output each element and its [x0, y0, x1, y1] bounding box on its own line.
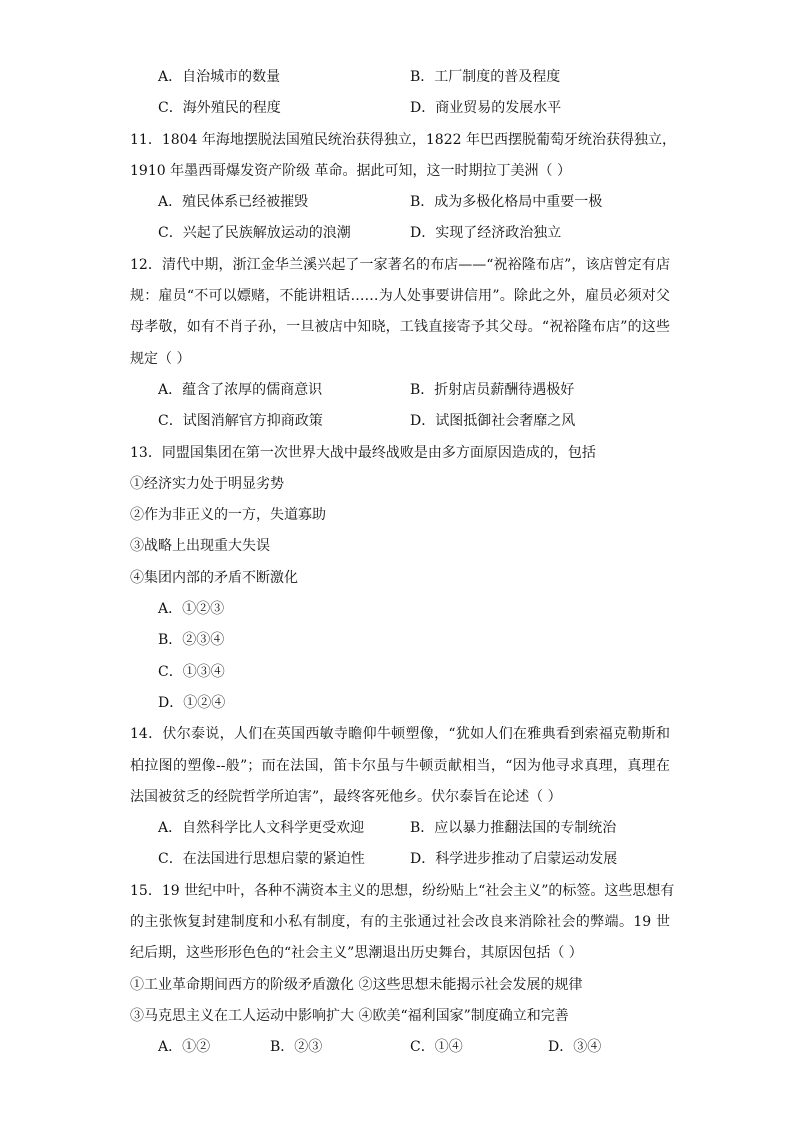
q13-item-3: ③战略上出现重大失误	[130, 538, 270, 555]
q11-stem-line-2: 1910 年墨西哥爆发资产阶级 革命。据此可知，这一时期拉丁美洲（ ）	[130, 162, 571, 179]
q14-option-c[interactable]: C．在法国进行思想启蒙的紧迫性	[158, 851, 365, 868]
q14-options-row-2	[130, 844, 670, 875]
q11-stem-line-1: 11．1804 年海地摆脱法国殖民统治获得独立，1822 年巴西摆脱葡萄牙统治获得独立，	[130, 131, 676, 148]
q10-options-row-1	[130, 62, 670, 93]
q13-option-a[interactable]: A．①②③	[158, 601, 225, 618]
q14-stem-line-3: 法国被贫乏的经院哲学所迫害”，最终客死他乡。伏尔泰旨在论述（ ）	[130, 788, 562, 805]
q12-option-b[interactable]: B．折射店员薪酬待遇极好	[410, 381, 575, 398]
q10-option-d[interactable]: D．商业贸易的发展水平	[410, 100, 562, 117]
q12-stem-line-2: 规：雇员“不可以嫖赌，不能讲粗话……为人处事要讲信用”。除此之外，雇员必须对父	[130, 288, 670, 305]
q15-option-d[interactable]: D．③④	[548, 1039, 602, 1056]
q13-stem-line-1: 13．同盟国集团在第一次世界大战中最终战败是由多方面原因造成的，包括	[130, 444, 596, 461]
q13-item-4: ④集团内部的矛盾不断激化	[130, 569, 298, 586]
q14-stem-line-1: 14．伏尔泰说，人们在英国西敏寺瞻仰牛顿塑像，“犹如人们在雅典看到索福克勒斯和	[130, 726, 670, 743]
q14-option-a[interactable]: A．自然科学比人文科学更受欢迎	[158, 820, 365, 837]
q10-option-c[interactable]: C．海外殖民的程度	[158, 100, 281, 117]
q12-stem-line-1: 12．清代中期，浙江金华兰溪兴起了一家著名的布店——“祝裕隆布店”，该店曾定有店	[130, 256, 670, 273]
q13-option-c[interactable]: C．①③④	[158, 663, 225, 680]
q11-option-b[interactable]: B．成为多极化格局中重要一极	[410, 194, 603, 211]
exam-content	[130, 62, 676, 1064]
q10-option-b[interactable]: B．工厂制度的普及程度	[410, 69, 561, 85]
q14-option-b[interactable]: B．应以暴力推翻法国的专制统治	[410, 820, 617, 837]
q11-options-row-2	[130, 218, 670, 249]
q13-option-d[interactable]: D．①②④	[158, 694, 226, 711]
q15-stem-line-2: 的主张恢复封建制度和小私有制度，有的主张通过社会改良来消除社会的弊端。19 世	[130, 914, 670, 931]
q12-options-row-1	[130, 375, 670, 406]
q15-items-row-2: ③马克思主义在工人运动中影响扩大 ④欧美“福利国家”制度确立和完善	[130, 1007, 569, 1024]
q11-option-c[interactable]: C．兴起了民族解放运动的浪潮	[158, 225, 351, 242]
q12-stem-line-3: 母孝敬，如有不肖子孙，一旦被店中知晓，工钱直接寄予其父母。“祝裕隆布店”的这些	[130, 319, 670, 336]
q15-option-b[interactable]: B．②③	[270, 1039, 323, 1056]
q10-option-a[interactable]: A．自治城市的数量	[158, 69, 281, 85]
q11-option-d[interactable]: D．实现了经济政治独立	[410, 225, 562, 242]
q14-stem-line-2: 柏拉图的塑像--般”；而在法国，笛卡尔虽与牛顿贡献相当，“因为他寻求真理，真理在	[130, 757, 670, 774]
q12-options-row-2	[130, 406, 670, 437]
q15-option-a[interactable]: A．①②	[158, 1039, 211, 1056]
q15-items-row-1: ①工业革命期间西方的阶级矛盾激化 ②这些思想未能揭示社会发展的规律	[130, 976, 583, 993]
q13-item-1: ①经济实力处于明显劣势	[130, 475, 284, 492]
q15-stem-line-1: 15．19 世纪中叶，各种不满资本主义的思想，纷纷贴上“社会主义”的标签。这些思想有	[130, 882, 675, 899]
q13-option-b[interactable]: B．②③④	[158, 632, 225, 649]
q15-stem-line-3: 纪后期，这些形形色色的“社会主义”思潮退出历史舞台，其原因包括（ ）	[130, 945, 583, 962]
q11-options-row-1	[130, 187, 670, 218]
q12-stem-line-4: 规定（ ）	[130, 350, 191, 367]
q13-item-2: ②作为非正义的一方，失道寡助	[130, 507, 326, 524]
q15-option-c[interactable]: C．①④	[410, 1039, 463, 1056]
q12-option-d[interactable]: D．试图抵御社会奢靡之风	[410, 413, 576, 430]
q15-options-row	[130, 1032, 670, 1063]
q14-option-d[interactable]: D．科学进步推动了启蒙运动发展	[410, 851, 618, 868]
q11-option-a[interactable]: A．殖民体系已经被摧毁	[158, 194, 309, 211]
q12-option-c[interactable]: C．试图消解官方抑商政策	[158, 413, 323, 430]
q12-option-a[interactable]: A．蕴含了浓厚的儒商意识	[158, 381, 323, 398]
q10-options-row-2	[130, 93, 670, 124]
q14-options-row-1	[130, 813, 670, 844]
